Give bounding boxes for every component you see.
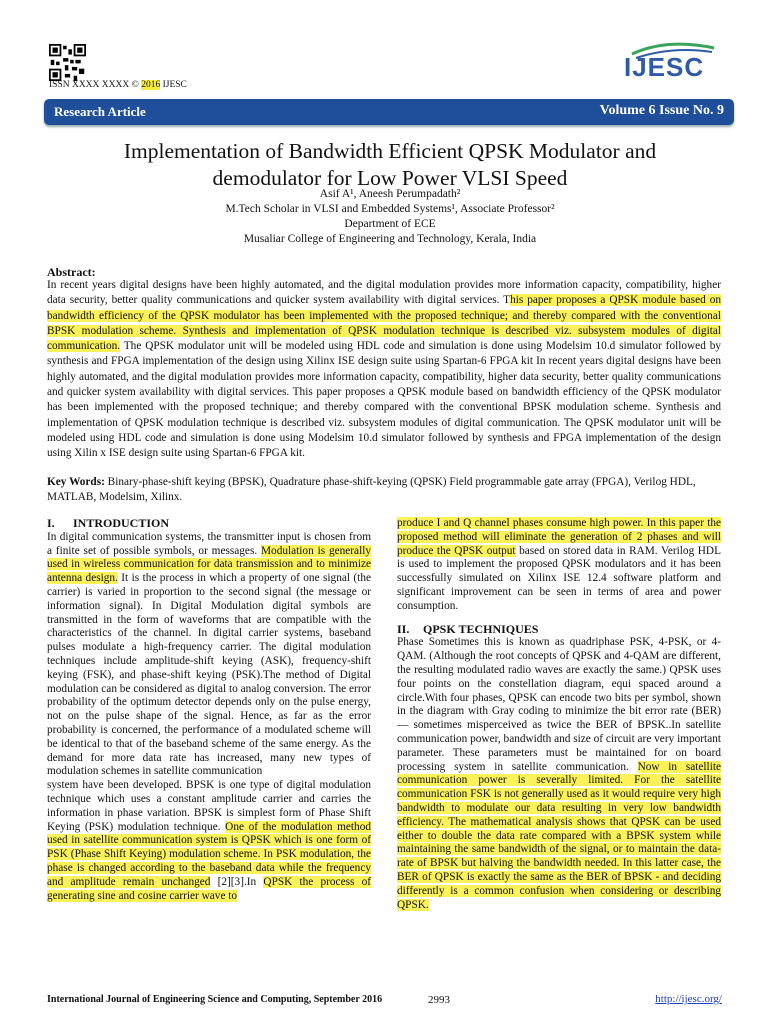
right-column: [397, 517, 721, 912]
section-qpsk-heading: [397, 623, 721, 637]
qr-code-icon: [49, 44, 86, 81]
title-line-1: Implementation of Bandwidth Efficient QPSK Modulator and: [123, 139, 657, 163]
article-banner: [44, 99, 734, 125]
abstract-text-1: In recent years digital designs have been highly automated, and the digital modulation provides more information capacity, compatibility, higher data security, better quality communications and quicker system availability with digital services. T: [47, 279, 721, 307]
section-number: II.: [397, 621, 410, 636]
issn-year: 2016: [141, 80, 161, 90]
left-column: [47, 517, 371, 903]
intro-highlight: Modulation is generally used in wireless communication for data transmission and to minimize antenna design.: [47, 544, 371, 585]
journal-url-link[interactable]: http://ijesc.org/: [655, 993, 722, 1005]
affiliation-roles: M.Tech Scholar in VLSI and Embedded Systems¹, Associate Professor²: [225, 203, 555, 215]
intro-highlight: QPSK the process of generating sine and cosine carrier wave to: [47, 875, 371, 902]
intro-paragraph-2: [47, 779, 371, 903]
issn-prefix: ISSN XXXX XXXX ©: [49, 80, 142, 90]
right-text: based on stored data in RAM. Verilog HDL is used to implement the proposed QPSK modulators and it has been successfully simulated on Xilinx ISE 12.4 software platform and significant improvement can be seen in terms of area and power consumption.: [397, 544, 721, 612]
intro-paragraph-1: [47, 531, 371, 779]
right-highlight: produce I and Q channel phases consume high power. In this paper the proposed method will eliminate the generation of 2 phases and will produce the QPSK output: [397, 517, 721, 557]
issn-suffix: IJESC: [160, 80, 187, 90]
right-text: Phase Sometimes this is known as quadriphase PSK, 4-PSK, or 4-QAM. (Although the root concepts of QPSK and 4-QAM are different, the resulting modulated radio waves are exactly the same.) QPSK uses four points on the constellation diagram, equi spaced around a circle.With four phases, QPSK can encode two bits per symbol, shown in the diagram with Gray coding to minimize the bit error rate (BER) — sometimes misperceived as twice the BER of BPSK..In satellite communication power, bandwidth and size of circuit are very important parameter. These parameters must be maintained for on board processing system in satellite communication.: [397, 636, 721, 773]
keywords: [47, 475, 721, 506]
article-type: Research Article: [54, 104, 146, 119]
department: Department of ECE: [344, 218, 436, 230]
page-number: 2993: [428, 994, 450, 1006]
intro-text: In digital communication systems, the transmitter input is chosen from a finite set of possible symbols, or messages.: [47, 530, 371, 557]
abstract-heading: Abstract:: [47, 265, 96, 279]
logo-text: IJESC: [624, 52, 705, 82]
college: Musaliar College of Engineering and Technology, Kerala, India: [243, 233, 537, 245]
intro-text: system have been developed. BPSK is one type of digital modulation technique which uses a constant amplitude carrier and carries the information in phase variation. BPSK is simplest form of Phase Shift Keying (PSK) modulation technique.: [47, 779, 371, 833]
abstract-highlight: his paper proposes a QPSK module based on bandwidth efficiency of the QPSK modulator has been implemented with the proposed technique; and thereby compared with the conventional BPSK modulation scheme. Synthesis and implementation of QPSK modulation technique is described viz. subsystem modules of digital communication.: [47, 294, 721, 353]
volume-info: Volume 6 Issue No. 9: [599, 103, 724, 118]
section-number: I.: [47, 516, 55, 530]
keywords-label: Key Words:: [47, 476, 105, 488]
intro-highlight: One of the modulation method used in satellite communication system is QPSK which is one form of PSK (Phase Shift Keying) modulation scheme. In PSK modulation, the phase is changed according to the baseband data while the frequency and amplitude remain unchanged: [47, 820, 371, 888]
abstract-body: [47, 278, 721, 462]
abstract-text-2: The QPSK modulator unit will be modeled using HDL code and simulation is done using Modelsim 10.d simulator followed by synthesis and FPGA implementation of the design using Xilinx ISE design suite using Spartan-6 FPGA kit In recent years digital designs have been highly automated, and the digital modulation provides more information capacity, compatibility, higher data security, better quality communications and quicker system availability with digital services. This paper proposes a QPSK module based on bandwidth efficiency of the QPSK modulator has been implemented with the proposed technique; and thereby compared with the conventional BPSK modulation scheme. Synthesis and implementation of QPSK modulation technique is described viz. subsystem modules of digital communication. The QPSK modulator unit will be modeled using HDL code and simulation is done using Modelsim 10.d simulator followed by synthesis and FPGA implementation of the design using Xilin x ISE design suite using Spartan-6 FPGA kit.: [47, 340, 721, 460]
intro-continued-paragraph: [397, 517, 721, 614]
section-title: QPSK TECHNIQUES: [423, 621, 539, 636]
qpsk-paragraph: [397, 636, 721, 912]
intro-text: It is the process in which a property of one signal (the carrier) is varied in proportion to the second signal (the message or information signal). In Digital Modulation digital symbols are transmitted in the form of waveforms that are compatible with the characteristics of the channel. In digital carrier systems, baseband pulses modulate a high-frequency carrier. The digital modulation techniques include amplitude-shift keying (ASK), frequency-shift keying (FSK), and phase-shift keying (PSK).The method of Digital modulation can be considered as digital to analog conversion. The error probability of the optimum detector depends only on the pulse energy, not on the pulse shape of the signal. Hence, as far as the error probability is concerned, the performance of a modulated scheme will be identical to that of the baseband scheme of the same energy. As the demand for more data rate has increased, many new types of modulation schemes in satellite communication: [47, 572, 371, 778]
title-line-2: demodulator for Low Power VLSI Speed: [212, 166, 568, 190]
section-title: INTRODUCTION: [73, 516, 170, 530]
issn-line: [49, 80, 187, 90]
keywords-text: Binary-phase-shift keying (BPSK), Quadrature phase-shift-keying (QPSK) Field programmable gate array (FPGA), Verilog HDL, MATLAB, Modelsim, Xilinx.: [47, 476, 696, 504]
paper-title: [40, 138, 740, 192]
intro-text: [2][3].In: [210, 875, 264, 888]
journal-logo: [622, 40, 722, 80]
right-highlight: Now in satellite communication power is severally limited. For the satellite communication FSK is not generally used as it would require very high bandwidth to modulate our data resulting in very low bandwidth efficiency. The mathematical analysis shows that QPSK can be used either to double the data rate compared with a BPSK system while maintaining the same bandwidth of the signal, or to maintain the data-rate of BPSK but halving the bandwidth needed. In this latter case, the BER of QPSK is exactly the same as the BER of BPSK - and deciding differently is a common confusion when considering or describing QPSK.: [397, 760, 721, 911]
authors: Asif A¹, Aneesh Perumpadath²: [319, 188, 461, 200]
footer-journal: International Journal of Engineering Science and Computing, September 2016: [47, 994, 383, 1005]
section-introduction-heading: [47, 517, 371, 531]
